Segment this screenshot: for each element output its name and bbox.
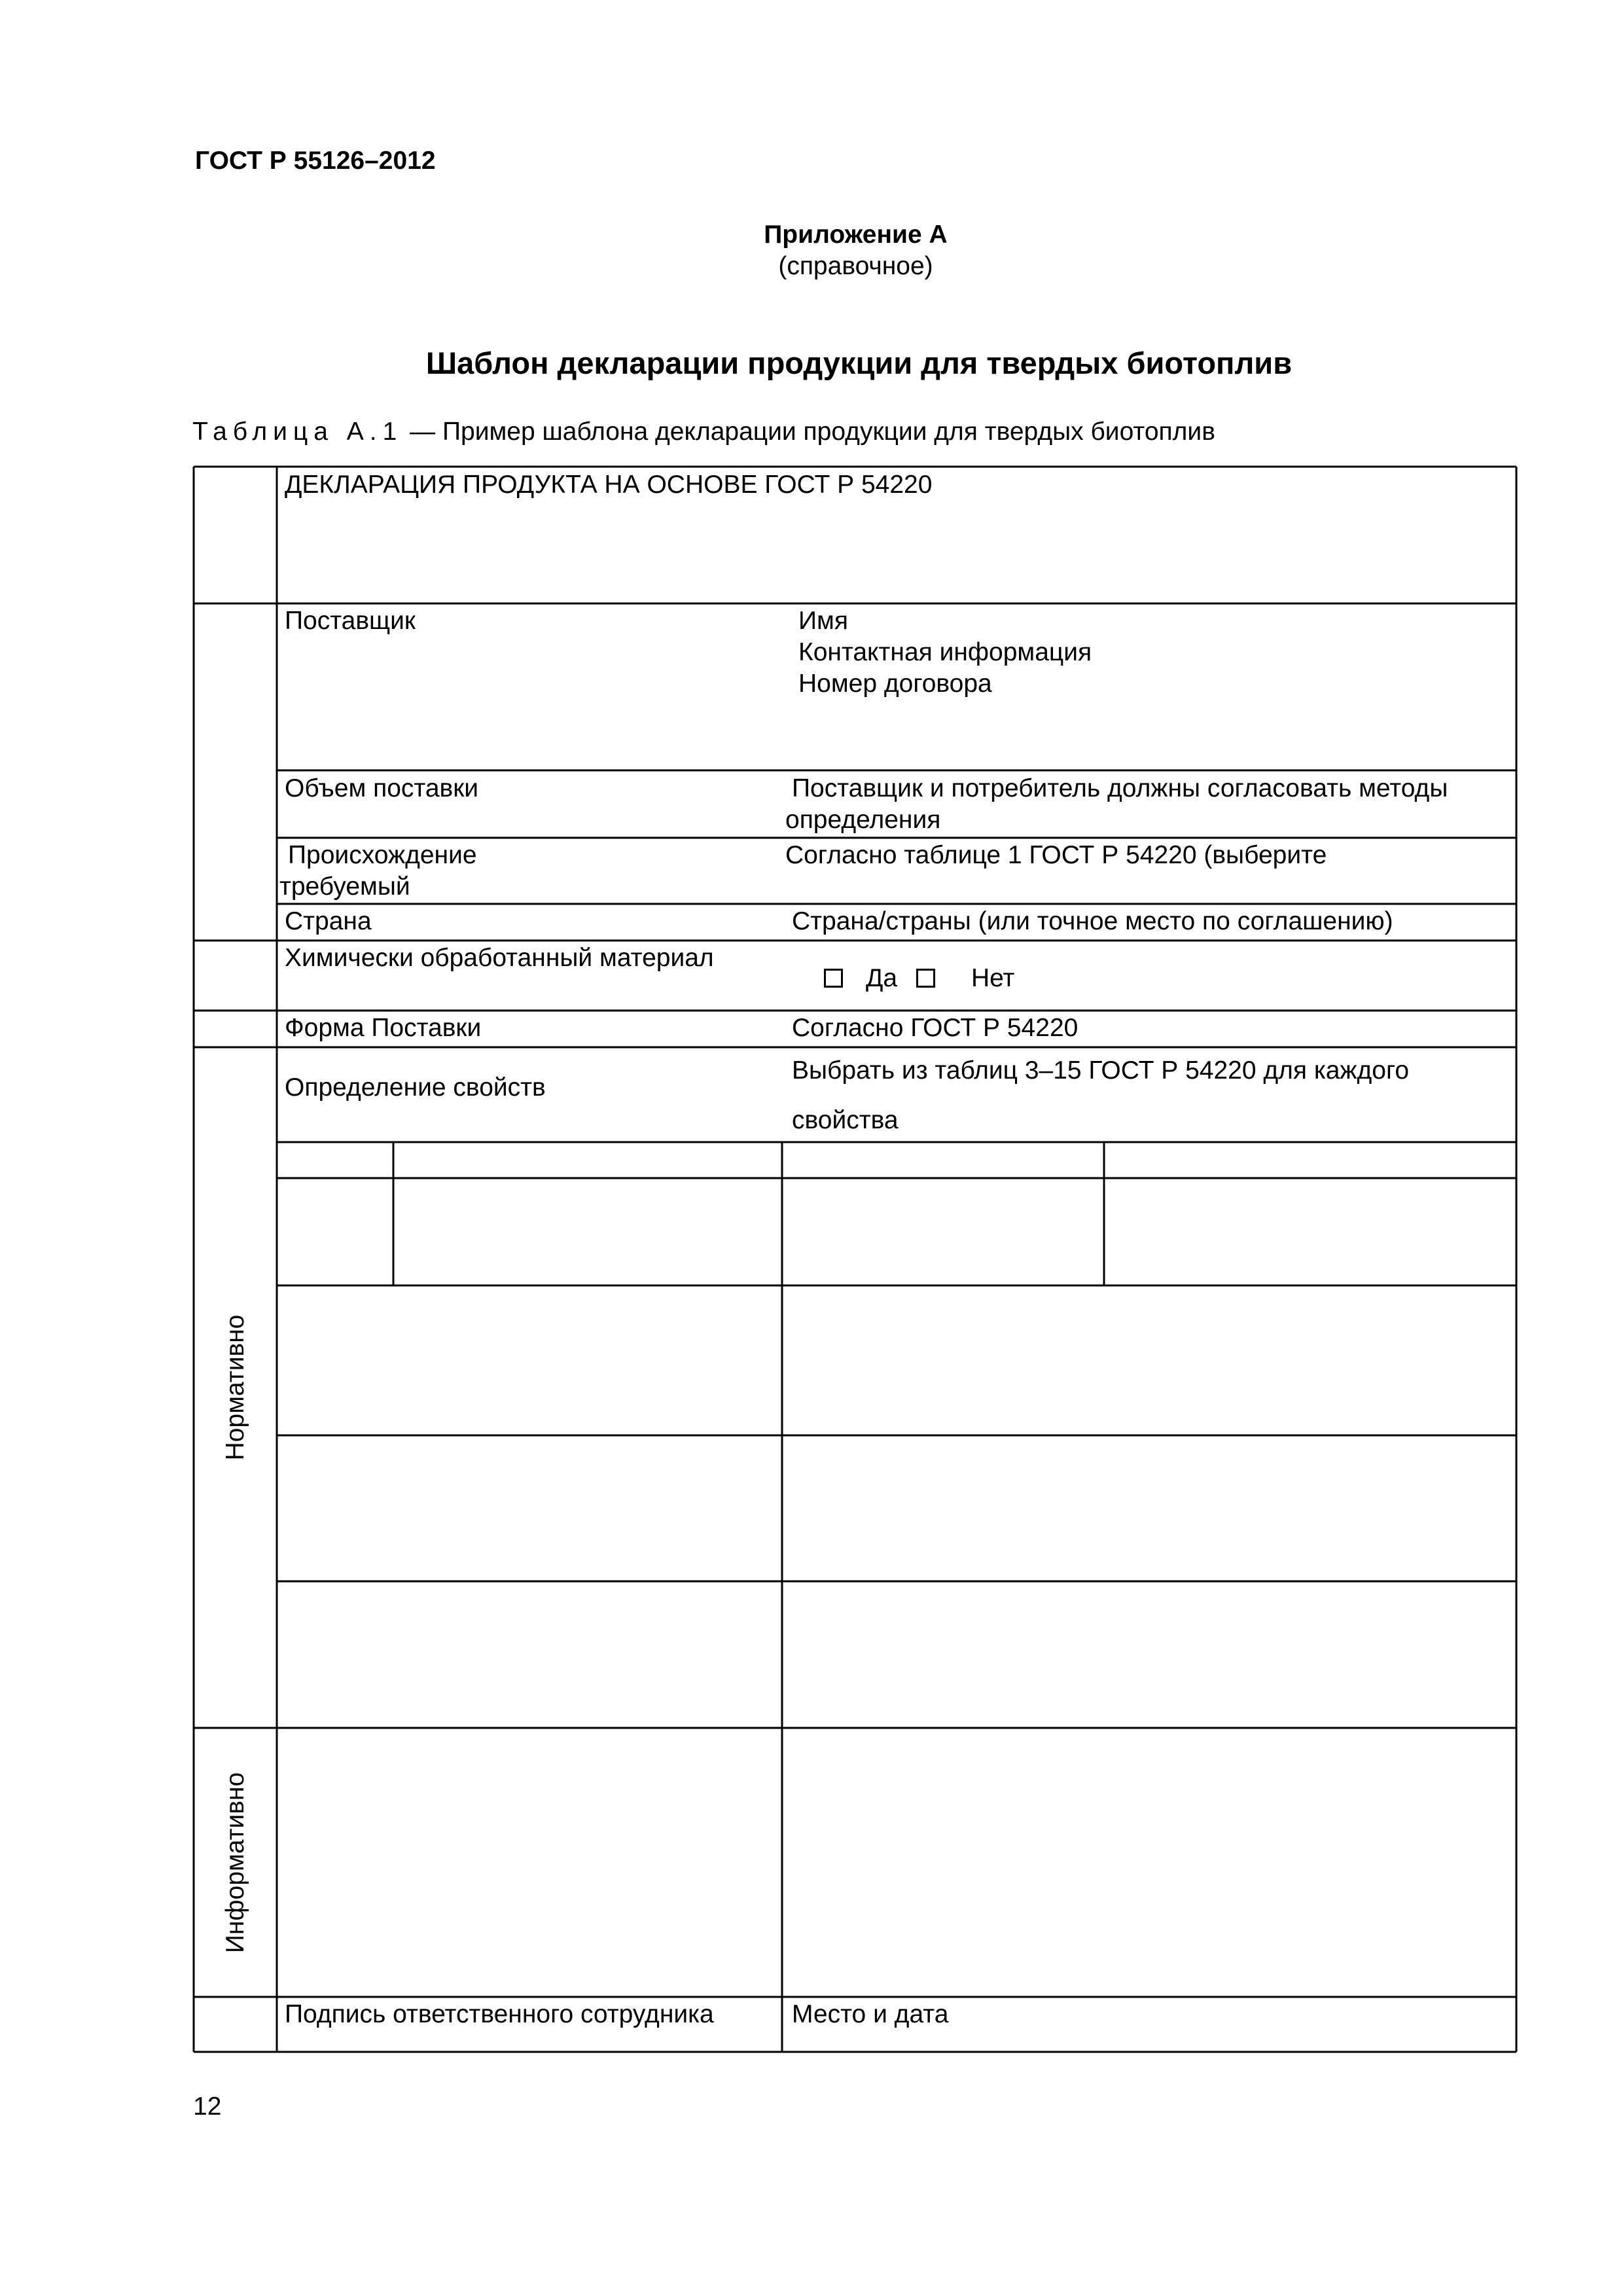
chem-treated-no-label: Нет [971,964,1015,992]
supplier-field-contact: Контактная информация [798,638,1092,666]
document-code: ГОСТ Р 55126–2012 [195,147,436,175]
delivery-volume-label: Объем поставки [285,774,479,802]
chem-treated-label: Химически обработанный материал [285,944,714,972]
properties-label: Определение свойств [285,1073,546,1102]
delivery-volume-value-line1: Поставщик и потребитель должны согласовать методы [792,774,1448,802]
origin-value: Согласно таблице 1 ГОСТ Р 54220 (выберите [785,841,1327,869]
page-heading: Шаблон декларации продукции для твердых биотоплив [425,346,1293,380]
caption-text: Пример шаблона декларации продукции для твердых биотоплив [442,418,1215,446]
side-label-informative: Информативно [221,1772,249,1954]
caption-dash: — [410,418,436,446]
country-label: Страна [285,907,372,935]
declaration-title: ДЕКЛАРАЦИЯ ПРОДУКТА НА ОСНОВЕ ГОСТ Р 54220 [285,471,933,499]
annex-note: (справочное) [778,252,933,280]
delivery-form-value: Согласно ГОСТ Р 54220 [792,1014,1079,1042]
country-value: Страна/страны (или точное место по соглашению) [792,907,1393,935]
supplier-field-contract: Номер договора [798,670,992,698]
signature-label: Подпись ответственного сотрудника [285,2000,714,2028]
chem-treated-yes-checkbox[interactable] [824,969,843,988]
delivery-volume-value-line2: определения [785,806,941,834]
properties-value-line1: Выбрать из таблиц 3–15 ГОСТ Р 54220 для каждого [792,1056,1410,1085]
origin-label-line1: Происхождение [288,841,477,869]
delivery-form-label: Форма Поставки [285,1014,482,1042]
place-date-label: Место и дата [792,2000,949,2028]
properties-value-line2: свойства [792,1106,899,1134]
chem-treated-no-checkbox[interactable] [916,969,935,988]
annex-title: Приложение А [764,221,948,249]
side-label-normative: Нормативно [221,1314,249,1461]
supplier-field-name: Имя [798,607,848,635]
page-number: 12 [193,2092,222,2121]
chem-treated-yes-label: Да [866,964,898,992]
caption-label: Таблица А.1 [192,418,403,446]
supplier-label: Поставщик [285,607,416,635]
origin-label-line2: требуемый [279,872,410,901]
